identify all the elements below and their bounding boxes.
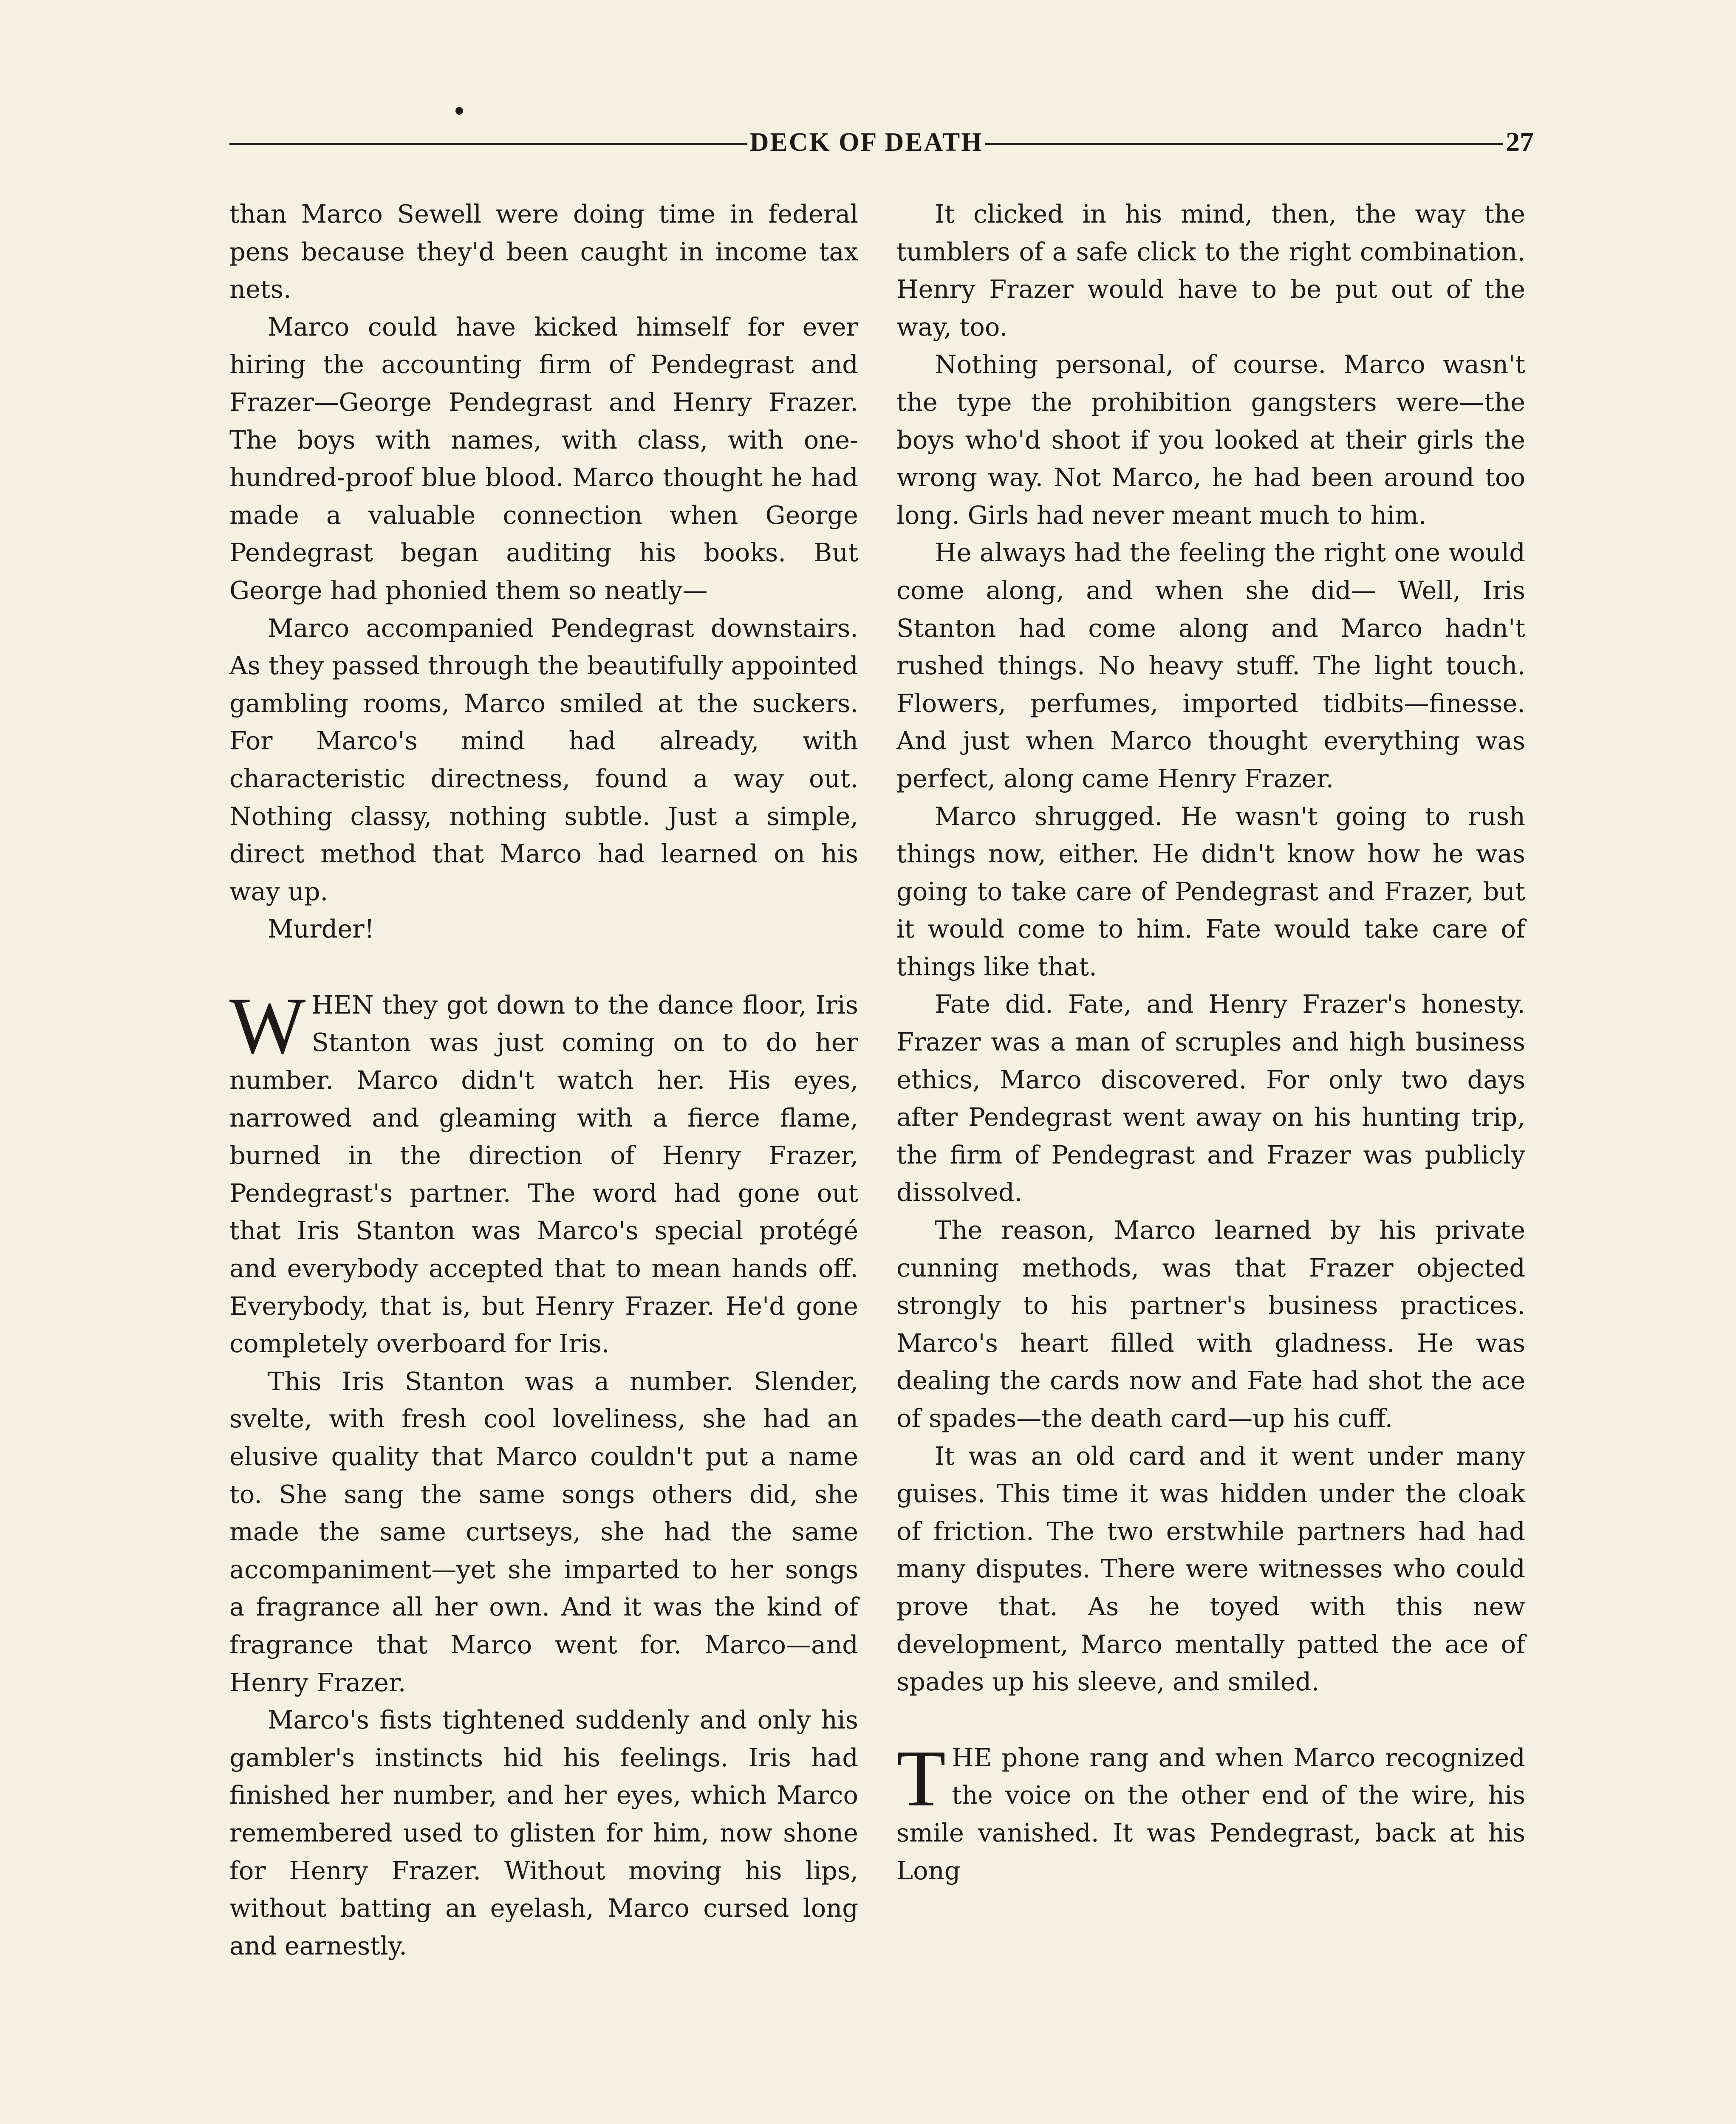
paragraph: Nothing personal, of course. Marco wasn't the type the prohibition gangsters were—the boys who'd shoot if you looked at their girls the wrong way. Not Marco, he had been around too long. Girls had never meant much to him. [896,350,1525,530]
paragraph: He always had the feeling the right one would come along, and when she did— Well, Iris Stanton had come along and Marco hadn't rushed things. No heavy stuff. The light touch. Flowers, perfumes, imported tidbits—finesse. And just when Marco thought everything was perfect, along came Henry Frazer. [896,538,1525,793]
paragraph: Murder! [268,914,375,944]
header-rule-left [229,143,747,145]
header-rule-right [985,143,1503,145]
paragraph: It clicked in his mind, then, the way the tumblers of a safe click to the right combination. Henry Frazer would have to be put out of the way, too. [896,199,1525,342]
page-number: 27 [1506,127,1534,158]
paragraph: The reason, Marco learned by his private cunning methods, was that Frazer objected strongly to his partner's business practices. Marco's heart filled with gladness. He was dealing the cards now and Fate had shot the ace of spades—the death card—up his cuff. [896,1215,1525,1433]
print-speck [455,107,463,115]
paragraph-text: HEN they got down to the dance floor, Iris Stanton was just coming on to do her number. Marco didn't watch her. His eyes, narrowed and gleaming with a fierce flame, burned in the direction of Henry Frazer, Pendegrast's partner. The word had gone out that Iris Stanton was Marco's special protégé and everybody accepted that to mean hands off. Everybody, that is, but Henry Frazer. He'd gone completely overboard for Iris. [229,990,858,1359]
paragraph: Marco shrugged. He wasn't going to rush things now, either. He didn't know how he was going to take care of Pendegrast and Frazer, but it would come to him. Fate would take care of things like that. [896,801,1525,981]
paragraph: Marco accompanied Pendegrast downstairs. As they passed through the beautifully appointed gambling rooms, Marco smiled at the suckers. For Marco's mind had already, with characteristic directness, found a way out. Nothing classy, nothing subtle. Just a simple, direct method that Marco had learned on his way up. [229,613,858,906]
paragraph: This Iris Stanton was a number. Slender, svelte, with fresh cool loveliness, she had an elusive quality that Marco couldn't put a name to. She sang the same songs others did, she made the same curtseys, she had the same accompaniment—yet she imparted to her songs a fragrance all her own. And it was the kind of fragrance that Marco went for. Marco—and Henry Frazer. [229,1366,858,1697]
paragraph-text: HE phone rang and when Marco recognized the voice on the other end of the wire, his smile vanished. It was Pendegrast, back at his Long [896,1743,1525,1885]
paragraph: Marco's fists tightened suddenly and only his gambler's instincts hid his feelings. Iris had finished her number, and her eyes, which Marco remembered used to glisten for him, now shone for Henry Frazer. Without moving his lips, without batting an eyelash, Marco cursed long and earnestly. [229,1705,858,1960]
paragraph: It was an old card and it went under many guises. This time it was hidden under the cloak of friction. The two erstwhile partners had had many disputes. There were witnesses who could prove that. As he toyed with this new development, Marco mentally patted the ace of spades up his sleeve, and smiled. [896,1441,1525,1697]
section-opening-paragraph [896,1734,1525,1890]
running-header [229,119,1534,166]
drop-cap: W [229,981,306,1070]
paragraph: Marco could have kicked himself for ever hiring the accounting firm of Pendegrast and Frazer—George Pendegrast and Henry Frazer. The boys with names, with class, with one-hundred-proof blue blood. Marco thought he had made a valuable connection when George Pendegrast began auditing his books. But George had phonied them so neatly— [229,312,858,605]
paragraph: than Marco Sewell were doing time in federal pens because they'd been caught in income tax nets. [229,199,858,304]
story-title: DECK OF DEATH [749,127,983,157]
paragraph: Fate did. Fate, and Henry Frazer's honesty. Frazer was a man of scruples and high business ethics, Marco discovered. For only two days after Pendegrast went away on his hunting trip, the firm of Pendegrast and Frazer was publicly dissolved. [896,989,1525,1207]
section-opening-paragraph [229,981,858,1363]
left-column [229,195,858,1965]
drop-cap: T [896,1734,946,1823]
right-column [896,195,1525,1890]
